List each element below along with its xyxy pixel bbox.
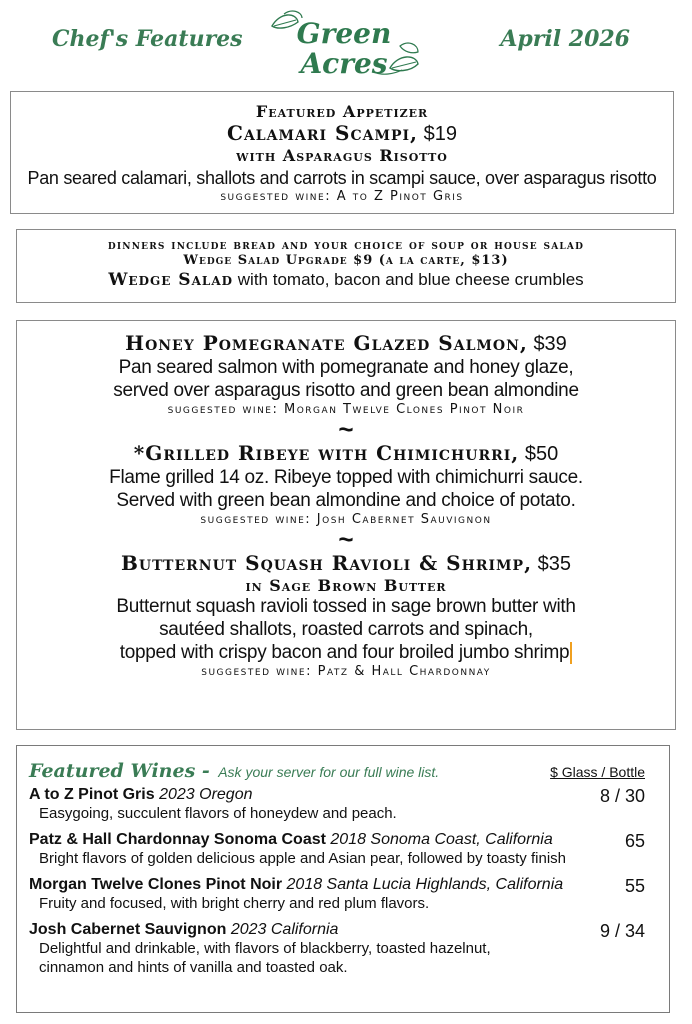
entree-wine: suggested wine: Patz & Hall Chardonnay (201, 664, 491, 679)
dinner-includes-note: dinners include bread and your choice of soup or house salad (107, 238, 585, 253)
wedge-salad-line (17, 270, 675, 290)
entree-desc-last (17, 641, 675, 664)
appetizer-subtitle: with Asparagus Risotto (236, 146, 448, 165)
appetizer-label: Featured Appetizer (255, 102, 429, 121)
entree-price: $50 (524, 443, 559, 465)
entree-title (17, 551, 675, 576)
text-cursor (570, 642, 572, 664)
entree-desc: Flame grilled 14 oz. Ribeye topped with chimichurri sauce. (109, 467, 583, 488)
entree-subtitle: in Sage Brown Butter (245, 576, 447, 595)
entree-name: Honey Pomegranate Glazed Salmon, (125, 331, 528, 355)
entree-desc: served over asparagus risotto and green bean almondine (113, 380, 579, 401)
entree-title (17, 441, 675, 466)
wines-title: Featured Wines - (29, 760, 210, 782)
wine-name-line (29, 831, 655, 849)
wine-name-line (29, 786, 655, 804)
separator: ~ (338, 524, 354, 554)
separator: ~ (338, 414, 354, 444)
logo-word-acres: Acres (300, 47, 388, 80)
wine-desc: Delightful and drinkable, with flavors of blackberry, toasted hazelnut, (39, 940, 491, 957)
menu-date: April 2026 (500, 26, 630, 52)
wine-name: A to Z Pinot Gris (29, 786, 155, 803)
salad-box (16, 229, 676, 303)
wedge-salad-name: Wedge Salad (108, 270, 234, 290)
wine-meta: 2018 Sonoma Coast, California (330, 831, 553, 848)
entree-desc: Served with green bean almondine and choice of potato. (116, 490, 576, 511)
page-header (0, 0, 692, 90)
wine-meta: 2023 California (230, 921, 339, 938)
wine-name: Patz & Hall Chardonnay Sonoma Coast (29, 831, 326, 848)
appetizer-price: $19 (423, 123, 457, 145)
wine-price: 8 / 30 (599, 786, 645, 806)
wine-price: 65 (624, 831, 645, 851)
entree-name: *Grilled Ribeye with Chimichurri, (133, 441, 520, 465)
entree-name: Butternut Squash Ravioli & Shrimp, (121, 551, 533, 575)
chefs-features-title: Chef's Features (52, 26, 243, 52)
appetizer-title (11, 121, 673, 146)
appetizer-name: Calamari Scampi, (227, 121, 419, 145)
wine-item (29, 876, 655, 913)
entree-desc: Butternut squash ravioli tossed in sage brown butter with (116, 596, 576, 617)
wine-name: Morgan Twelve Clones Pinot Noir (29, 876, 283, 893)
wine-name-line (29, 876, 655, 894)
wine-desc: Easygoing, succulent flavors of honeydew and peach. (39, 805, 397, 822)
wedge-upgrade: Wedge Salad Upgrade $9 (a la carte, $13) (183, 253, 509, 268)
entree-wine: suggested wine: Josh Cabernet Sauvignon (200, 512, 492, 527)
wine-meta: 2023 Oregon (159, 786, 253, 803)
wine-desc: Bright flavors of golden delicious apple and Asian pear, followed by toasty finish (39, 850, 566, 867)
appetizer-description: Pan seared calamari, shallots and carrots in scampi sauce, over asparagus risotto (27, 168, 657, 188)
entree-desc-text: topped with crispy bacon and four broiled jumbo shrimp (119, 642, 570, 663)
green-acres-logo (262, 6, 426, 86)
wine-item (29, 786, 655, 823)
entree-title (17, 331, 675, 356)
entree-desc: sautéed shallots, roasted carrots and spinach, (159, 619, 533, 640)
wine-price: 55 (624, 876, 645, 896)
featured-wines-box (16, 745, 670, 1013)
price-header: $ Glass / Bottle (550, 764, 645, 780)
wine-meta: 2018 Santa Lucia Highlands, California (286, 876, 564, 893)
wine-desc: Fruity and focused, with bright cherry and red plum flavors. (39, 895, 430, 912)
entree-wine: suggested wine: Morgan Twelve Clones Pinot Noir (167, 402, 525, 417)
wines-subtitle: Ask your server for our full wine list. (218, 764, 440, 780)
wines-header (29, 760, 655, 786)
wine-name: Josh Cabernet Sauvignon (29, 921, 227, 938)
wine-item (29, 921, 655, 977)
entree-desc: Pan seared salmon with pomegranate and honey glaze, (118, 357, 574, 378)
entree-price: $39 (533, 333, 567, 355)
wine-price: 9 / 34 (599, 921, 645, 941)
entrees-box (16, 320, 676, 730)
entree-price: $35 (537, 553, 571, 575)
wine-item (29, 831, 655, 868)
appetizer-wine: suggested wine: A to Z Pinot Gris (220, 189, 464, 204)
wine-desc: cinnamon and hints of vanilla and toasted oak. (39, 959, 348, 976)
logo-word-green: Green (296, 17, 392, 50)
wedge-salad-desc: with tomato, bacon and blue cheese crumbles (237, 270, 584, 289)
wine-name-line (29, 921, 655, 939)
featured-appetizer-box (10, 91, 674, 214)
